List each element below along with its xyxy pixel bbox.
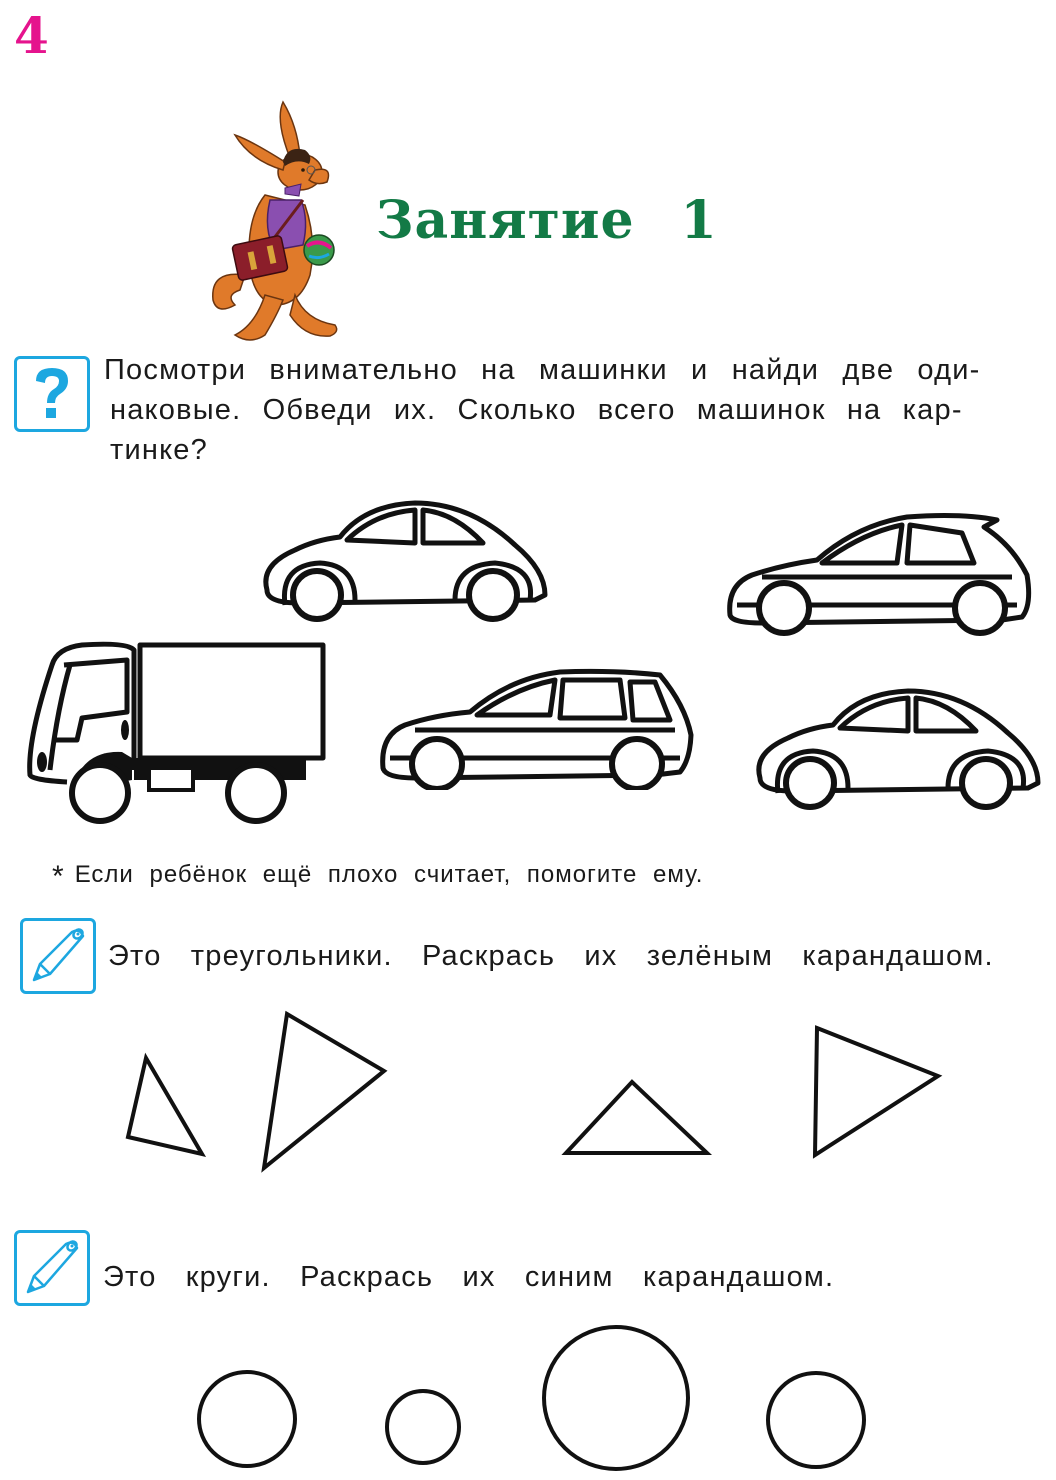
question-icon	[14, 356, 90, 432]
triangles-group	[0, 1000, 1056, 1190]
circle-3	[544, 1327, 688, 1469]
triangle-1	[128, 1058, 202, 1154]
truck[interactable]	[22, 640, 332, 825]
parent-note	[52, 858, 703, 894]
task1-instruction	[104, 350, 1049, 470]
task1-line-3: тинке?	[110, 434, 208, 466]
page-number: 4	[14, 6, 49, 65]
circle-4	[768, 1373, 864, 1467]
lesson-title	[376, 188, 718, 254]
car-beetle-2[interactable]	[748, 683, 1048, 813]
car-beetle-1[interactable]	[255, 495, 555, 625]
lesson-title-word: Занятие	[376, 190, 635, 251]
circle-2	[387, 1391, 459, 1463]
pencil-icon	[20, 918, 96, 994]
circle-1	[199, 1372, 295, 1466]
triangle-2	[264, 1014, 384, 1168]
triangle-4	[815, 1028, 938, 1155]
triangle-3	[566, 1082, 707, 1153]
asterisk-icon: *	[52, 860, 65, 893]
task2-instruction: Это треугольники. Раскрась их зелёным карандашом.	[108, 940, 994, 972]
lesson-number: 1	[680, 190, 718, 251]
car-hatchback-spoiler[interactable]	[722, 505, 1042, 640]
task3-instruction: Это круги. Раскрась их синим карандашом.	[103, 1261, 835, 1293]
circles-group	[0, 1320, 1056, 1480]
pencil-icon	[14, 1230, 90, 1306]
task1-line-1: Посмотри внимательно на машинки и найди две оди-	[104, 354, 981, 386]
task1-line-2: наковые. Обведи их. Сколько всего машинок на кар-	[110, 394, 963, 426]
note-text: Если ребёнок ещё плохо считает, помогите ему.	[74, 861, 704, 888]
car-hatchback[interactable]	[375, 660, 695, 790]
kangaroo-mascot-illustration	[205, 100, 355, 350]
